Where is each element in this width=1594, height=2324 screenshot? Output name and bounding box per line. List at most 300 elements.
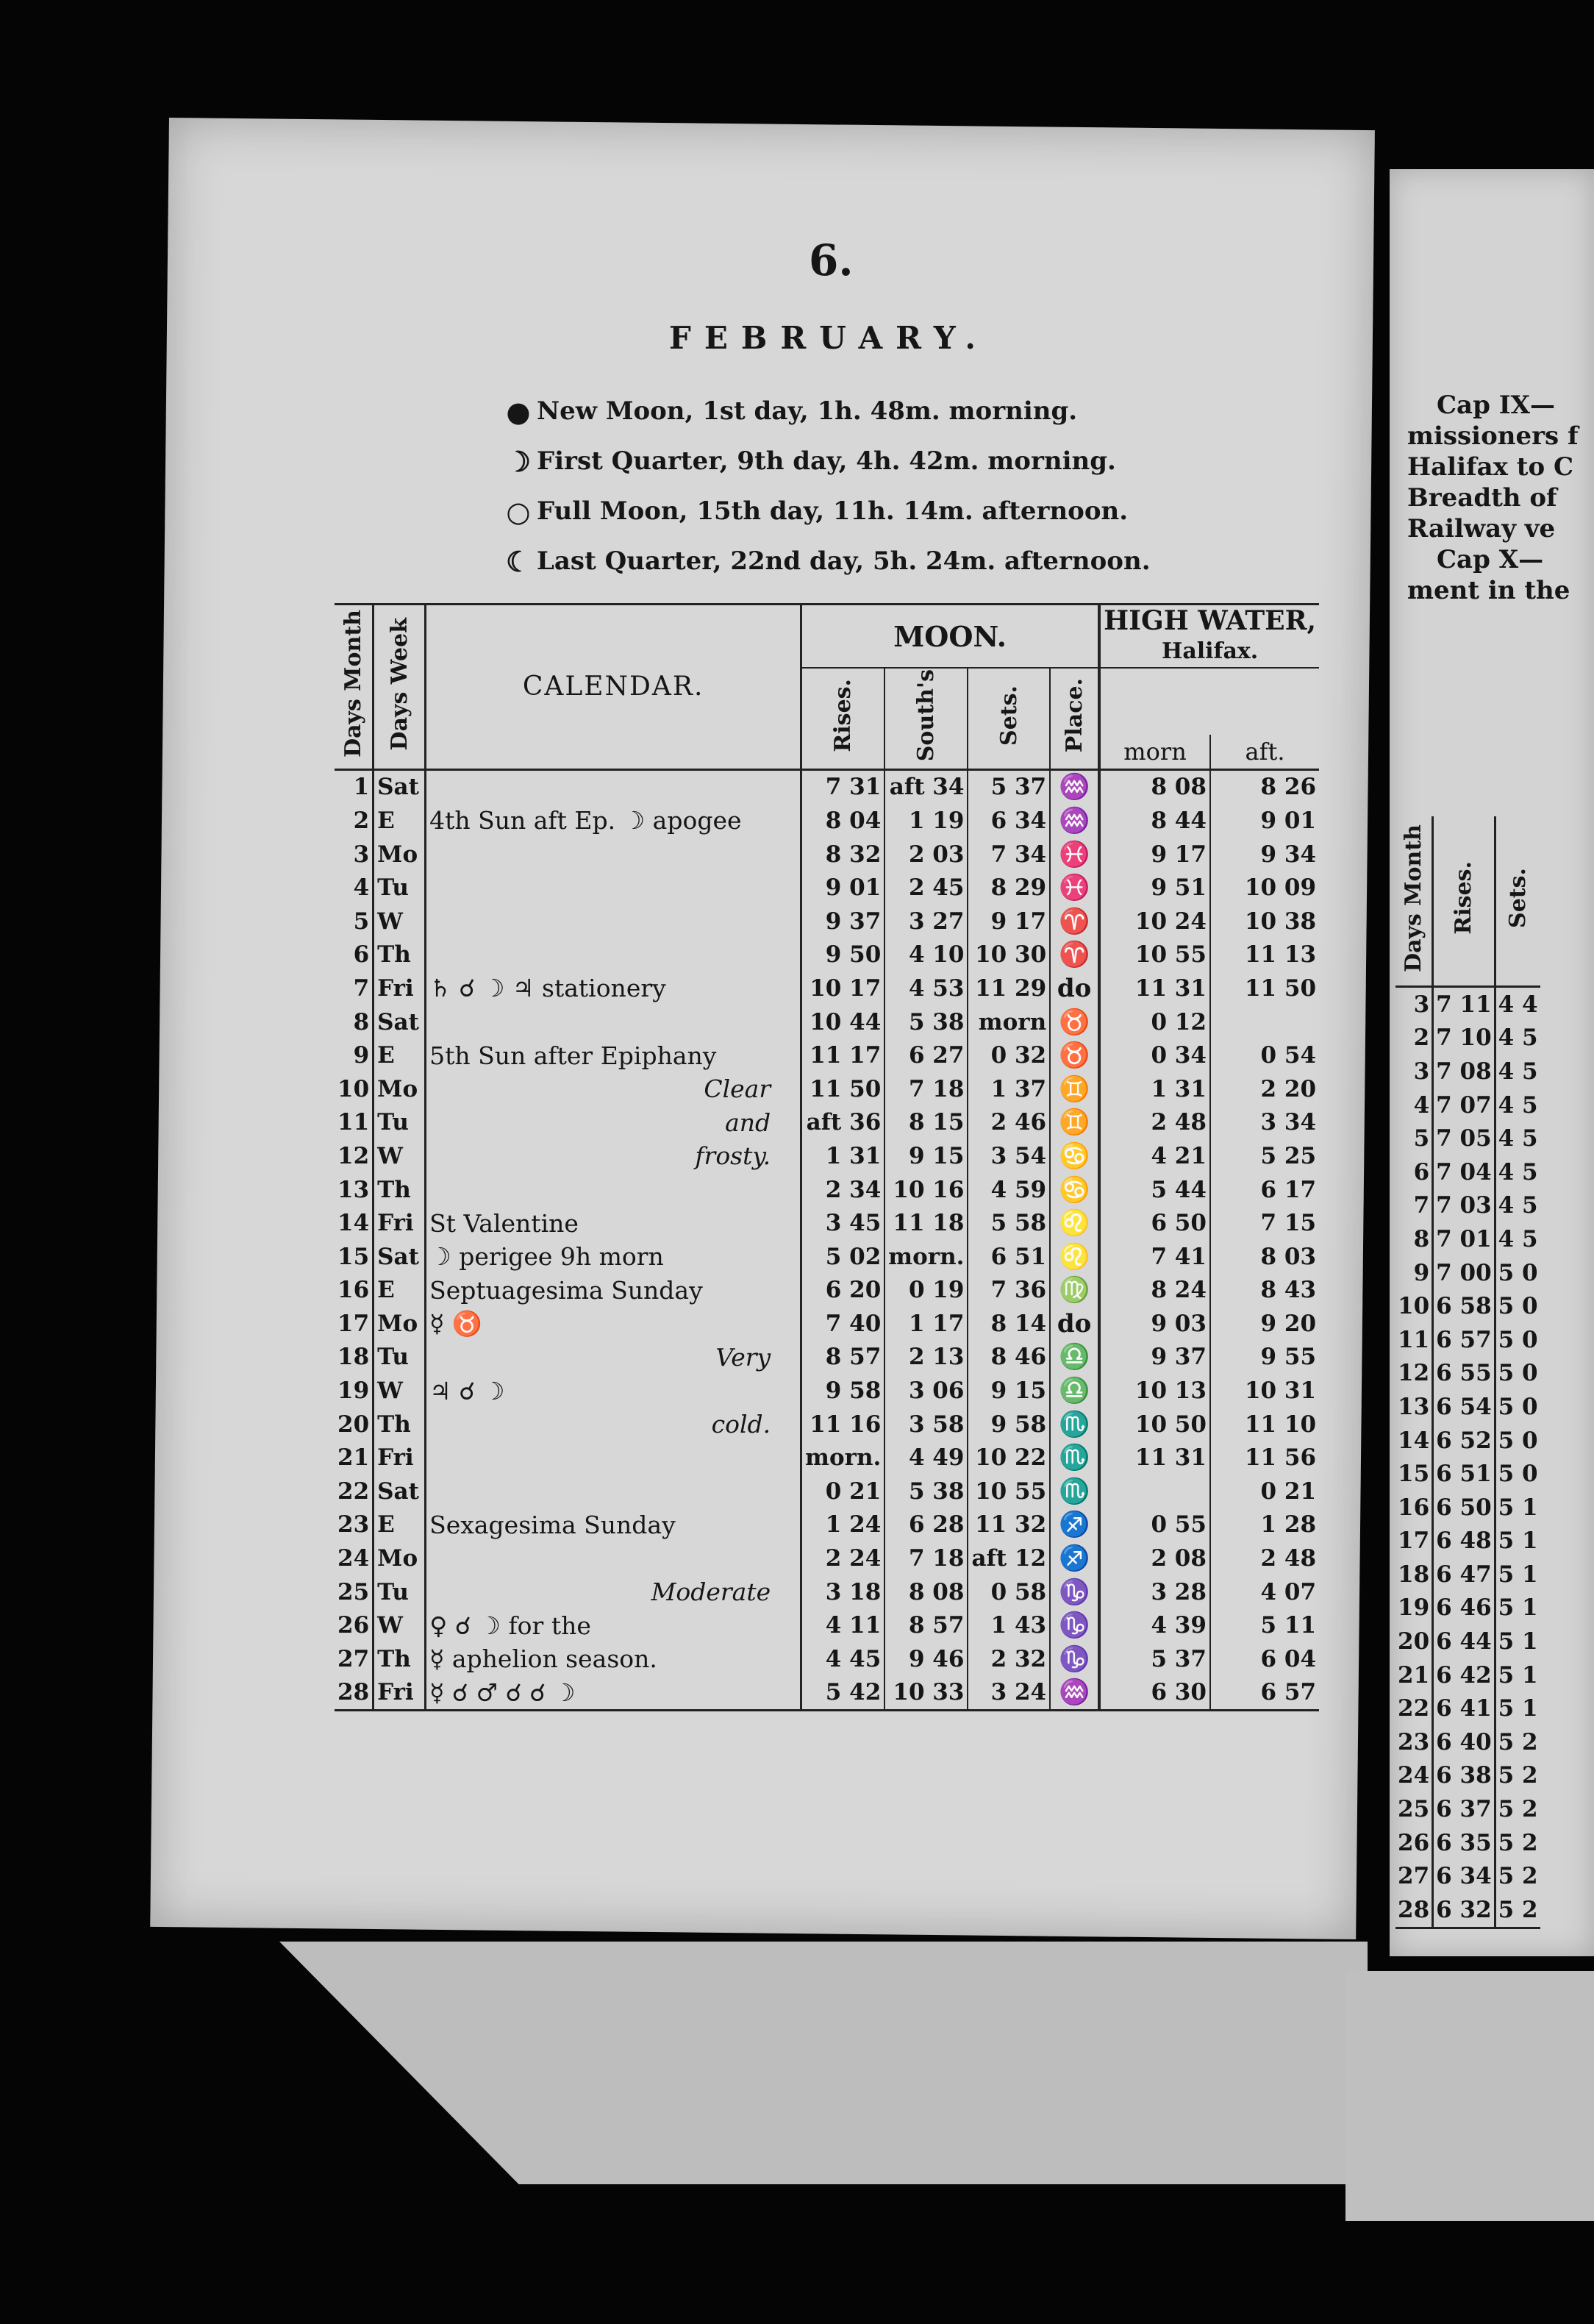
table-row: [1395, 1357, 1540, 1391]
table-row: [1395, 1088, 1540, 1122]
moon-place: ♍: [1050, 1274, 1099, 1308]
adjacent-cell: 5 1: [1498, 1661, 1538, 1689]
high-water-morn: 11 31: [1099, 1441, 1210, 1475]
moon-sets: 3 24: [968, 1676, 1050, 1711]
table-row: [1395, 1692, 1540, 1725]
calendar-note: [426, 938, 801, 972]
calendar-note: [426, 838, 801, 872]
adjacent-cell: 6 57: [1433, 1323, 1495, 1357]
high-water-aft: 3 34: [1260, 1109, 1317, 1136]
calendar-note: St Valentine: [426, 1206, 801, 1240]
day-of-month: 23: [337, 1511, 370, 1539]
calendar-note: [426, 1541, 801, 1575]
adjacent-cell: 5 2: [1495, 1893, 1540, 1928]
moon-place: ♌: [1050, 1206, 1099, 1240]
day-of-week: Th: [374, 1173, 426, 1207]
high-water-aft: 6 17: [1260, 1176, 1317, 1203]
adjacent-cell: 4 5: [1498, 1058, 1538, 1085]
adjacent-cell: 6 37: [1433, 1792, 1495, 1826]
adjacent-cell: 5 2: [1498, 1796, 1538, 1823]
moon-sets: 11 32: [968, 1508, 1050, 1542]
day-of-month: 14: [337, 1210, 370, 1237]
moon-souths: 11 18: [884, 1206, 968, 1240]
moon-souths: 8 15: [884, 1106, 968, 1140]
adjacent-cell: 6 40: [1433, 1725, 1495, 1759]
moon-souths: 6 28: [884, 1508, 968, 1542]
high-water-morn: 10 24: [1099, 905, 1210, 938]
day-of-week: Fri: [374, 972, 426, 1005]
moon-souths: 6 27: [884, 1038, 968, 1072]
day-of-month: 7: [353, 974, 370, 1002]
high-water-morn: 5 37: [1099, 1642, 1210, 1676]
high-water-morn: 9 03: [1099, 1307, 1210, 1341]
high-water-aft: 11 13: [1244, 941, 1317, 969]
calendar-note: [426, 1441, 801, 1475]
adjacent-cell: 10: [1395, 1289, 1433, 1323]
high-water-morn: 9 51: [1099, 871, 1210, 905]
adjacent-cell: 7 07: [1433, 1088, 1495, 1122]
calendar-note: ☽ perigee 9h morn: [426, 1240, 801, 1274]
adjacent-cell: 5 0: [1498, 1427, 1538, 1454]
high-water-morn: 9 37: [1099, 1341, 1210, 1375]
adjacent-page-text: [1407, 390, 1579, 606]
high-water-morn: 10 50: [1099, 1408, 1210, 1441]
moon-rises: 4 45: [801, 1642, 885, 1676]
moon-souths: 8 57: [884, 1608, 968, 1642]
table-row: [335, 1341, 1319, 1375]
adjacent-cell: 4 5: [1498, 1091, 1538, 1119]
adjacent-cell: 4 5: [1498, 1225, 1538, 1252]
table-row: [335, 1608, 1319, 1642]
moon-sets: 4 59: [968, 1173, 1050, 1207]
moon-souths: 3 58: [884, 1408, 968, 1441]
adjacent-cell: 23: [1395, 1725, 1433, 1759]
day-of-month: 3: [353, 841, 370, 868]
adjacent-cell: 6 44: [1433, 1625, 1495, 1658]
adjacent-cell: 7 03: [1433, 1189, 1495, 1223]
table-row: [335, 1274, 1319, 1308]
moon-rises: 10 44: [801, 1005, 885, 1039]
moon-souths: 3 27: [884, 905, 968, 938]
table-row: [1395, 1289, 1540, 1323]
moon-rises: 8 57: [801, 1341, 885, 1375]
moon-souths: 1 17: [884, 1307, 968, 1341]
calendar-note: Very: [426, 1341, 801, 1375]
adjacent-cell: 6 50: [1433, 1491, 1495, 1525]
moon-place: ♐: [1050, 1541, 1099, 1575]
high-water-morn: 9 17: [1099, 838, 1210, 872]
moon-place: ♓: [1050, 871, 1099, 905]
high-water-morn: 0 12: [1099, 1005, 1210, 1039]
high-water-aft: 11 50: [1244, 974, 1317, 1002]
moon-phase-text: New Moon, 1st day, 1h. 48m. morning.: [537, 396, 1078, 426]
moon-rises: 5 42: [801, 1676, 885, 1711]
moon-souths: 8 08: [884, 1575, 968, 1609]
adjacent-cell: 6 48: [1433, 1525, 1495, 1558]
table-row: [335, 1005, 1319, 1039]
table-row: [1395, 987, 1540, 1022]
adjacent-cell: 8: [1395, 1222, 1433, 1256]
high-water-aft: 6 57: [1210, 1676, 1319, 1711]
moon-place: ♈: [1050, 905, 1099, 938]
high-water-morn: 10 55: [1099, 938, 1210, 972]
day-of-month: 12: [337, 1142, 370, 1169]
adjacent-cell: 27: [1395, 1859, 1433, 1893]
high-water-morn: 8 24: [1099, 1274, 1210, 1308]
table-row: [1395, 1725, 1540, 1759]
moon-phase: [500, 386, 1151, 436]
page-number: 6.: [809, 235, 854, 285]
adjacent-cell: 5 1: [1498, 1561, 1538, 1588]
moon-rises: 7 31: [801, 769, 885, 804]
calendar-note: [426, 1005, 801, 1039]
day-of-week: Sat: [374, 1475, 426, 1508]
moon-rises: 8 32: [801, 838, 885, 872]
moon-place: ♒: [1050, 1676, 1099, 1711]
day-of-week: Mo: [374, 1541, 426, 1575]
moon-place: ♉: [1050, 1005, 1099, 1039]
high-water-morn: 3 28: [1099, 1575, 1210, 1609]
moon-rises: morn.: [801, 1441, 885, 1475]
table-row: [1395, 1189, 1540, 1223]
adjacent-cell: 26: [1395, 1826, 1433, 1860]
adjacent-cell: 18: [1395, 1558, 1433, 1591]
days-week-header: Days Week: [374, 605, 426, 770]
moon-sets: 9 58: [968, 1408, 1050, 1441]
adjacent-cell: 5 2: [1498, 1863, 1538, 1890]
high-water-aft: 8 26: [1210, 769, 1319, 804]
day-of-month: 27: [337, 1645, 370, 1672]
table-row: [335, 1475, 1319, 1508]
moon-sets: 1 37: [968, 1072, 1050, 1106]
adjacent-cell: 7 00: [1433, 1256, 1495, 1290]
day-of-week: Sat: [374, 1005, 426, 1039]
moon-place: ♑: [1050, 1642, 1099, 1676]
day-of-week: W: [374, 1374, 426, 1408]
day-of-week: Mo: [374, 838, 426, 872]
moon-souths: 2 45: [884, 871, 968, 905]
moon-place: ♑: [1050, 1575, 1099, 1609]
calendar-note: ♀ ☌ ☽ for the: [426, 1608, 801, 1642]
moon-sets: 9 17: [968, 905, 1050, 938]
day-of-week: Th: [374, 938, 426, 972]
moon-place: ♏: [1050, 1475, 1099, 1508]
moon-place: ♊: [1050, 1106, 1099, 1140]
day-of-week: E: [374, 1274, 426, 1308]
moon-rises: 4 11: [801, 1608, 885, 1642]
moon-sets: 7 36: [968, 1274, 1050, 1308]
moon-rises: 8 04: [801, 804, 885, 838]
table-row: [1395, 1525, 1540, 1558]
adjacent-cell: 5 2: [1498, 1728, 1538, 1756]
adjacent-cell: 7 04: [1433, 1155, 1495, 1189]
moon-rises: 10 17: [801, 972, 885, 1005]
moon-rises: 3 18: [801, 1575, 885, 1609]
moon-sets: 6 34: [968, 804, 1050, 838]
moon-rises: 3 45: [801, 1206, 885, 1240]
moon-sets: 8 46: [968, 1341, 1050, 1375]
day-of-month: 13: [337, 1176, 370, 1203]
table-row: [1395, 1558, 1540, 1591]
calendar-header: CALENDAR.: [426, 605, 801, 770]
moon-place: do: [1050, 1307, 1099, 1341]
adjacent-cell: 4 5: [1498, 1125, 1538, 1152]
moon-place: ♎: [1050, 1341, 1099, 1375]
adjacent-cell: 5 1: [1498, 1628, 1538, 1655]
calendar-note: 5th Sun after Epiphany: [426, 1038, 801, 1072]
day-of-month: 19: [337, 1377, 370, 1405]
adjacent-cell: 5 1: [1498, 1528, 1538, 1555]
adjacent-cell: 7 11: [1433, 987, 1495, 1022]
text-line: Cap X—: [1437, 545, 1544, 574]
day-of-month: 11: [337, 1109, 370, 1136]
moon-place: ♊: [1050, 1072, 1099, 1106]
adjacent-cell: 15: [1395, 1457, 1433, 1491]
calendar-note: and: [426, 1106, 801, 1140]
high-water-morn: 0 34: [1099, 1038, 1210, 1072]
high-water-morn: 2 48: [1099, 1106, 1210, 1140]
day-of-week: Tu: [374, 1341, 426, 1375]
adjacent-cell: 5 0: [1498, 1259, 1538, 1286]
last-quarter-icon: ☾: [505, 544, 532, 578]
aft-header: aft.: [1245, 737, 1285, 766]
adjacent-cell: 5 0: [1498, 1293, 1538, 1320]
day-of-week: Mo: [374, 1307, 426, 1341]
moon-souths: morn.: [884, 1240, 968, 1274]
moon-rises: 11 16: [801, 1408, 885, 1441]
calendar-note: [426, 871, 801, 905]
adjacent-cell: 6 55: [1433, 1357, 1495, 1391]
sets-header: Sets.: [968, 668, 1050, 769]
adjacent-cell: 5 0: [1498, 1393, 1538, 1420]
high-water-morn: 0 55: [1099, 1508, 1210, 1542]
full-moon-icon: ○: [506, 494, 531, 528]
table-row: [1395, 1491, 1540, 1525]
right-page-bottom-flap: [1345, 1971, 1594, 2221]
day-of-month: 21: [337, 1444, 370, 1472]
adjacent-cell: 7 08: [1433, 1055, 1495, 1088]
table-row: [335, 1072, 1319, 1106]
first-quarter-icon: ☽: [505, 444, 532, 478]
table-row: [1395, 1155, 1540, 1189]
adjacent-cell: 3: [1395, 987, 1433, 1022]
high-water-aft: 7 15: [1260, 1210, 1317, 1237]
adjacent-table: [1395, 816, 1540, 1929]
moon-souths: 4 10: [884, 938, 968, 972]
calendar-note: 4th Sun aft Ep. ☽ apogee: [426, 804, 801, 838]
moon-rises: 9 01: [801, 871, 885, 905]
table-row: [1395, 1457, 1540, 1491]
day-of-month: 10: [337, 1075, 370, 1102]
day-of-week: E: [374, 1038, 426, 1072]
text-line: Railway ve: [1407, 514, 1556, 543]
moon-place: ♒: [1050, 769, 1099, 804]
table-row: [1395, 1256, 1540, 1290]
moon-souths: 9 15: [884, 1139, 968, 1173]
high-water-morn: 7 41: [1099, 1240, 1210, 1274]
month-title: FEBRUARY.: [669, 320, 989, 356]
high-water-morn: 4 21: [1099, 1139, 1210, 1173]
high-water-aft: 11 56: [1244, 1444, 1317, 1472]
moon-souths: 2 03: [884, 838, 968, 872]
moon-place: ♉: [1050, 1038, 1099, 1072]
adjacent-cell: 21: [1395, 1658, 1433, 1692]
table-row: [1395, 1759, 1540, 1793]
adjacent-cell: 3: [1395, 1055, 1433, 1088]
table-row: [1395, 1122, 1540, 1155]
adjacent-cell: 17: [1395, 1525, 1433, 1558]
day-of-month: 25: [337, 1578, 370, 1605]
moon-sets: 1 43: [968, 1608, 1050, 1642]
text-line: Halifax to C: [1407, 452, 1574, 482]
adjacent-cell: 5 1: [1498, 1695, 1538, 1722]
souths-header: South's: [884, 668, 968, 769]
high-water-header: [1099, 605, 1319, 669]
adjacent-cell: 5 2: [1498, 1829, 1538, 1856]
moon-rises: 1 31: [801, 1139, 885, 1173]
table-row: [1395, 1859, 1540, 1893]
moon-sets: 0 32: [968, 1038, 1050, 1072]
high-water-aft: [1210, 1005, 1319, 1039]
moon-sets: 10 55: [968, 1475, 1050, 1508]
days-month-header: Days Month: [335, 605, 374, 770]
text-line: Cap IX—: [1437, 391, 1555, 420]
moon-sets: 10 22: [968, 1441, 1050, 1475]
adjacent-cell: 20: [1395, 1625, 1433, 1658]
day-of-month: 17: [337, 1310, 370, 1337]
high-water-aft: 2 20: [1260, 1075, 1317, 1102]
adjacent-cell: 7 05: [1433, 1122, 1495, 1155]
text-line: Breadth of: [1407, 483, 1557, 513]
adjacent-cell: 12: [1395, 1357, 1433, 1391]
calendar-note: Clear: [426, 1072, 801, 1106]
text-line: ment in the: [1407, 576, 1570, 605]
moon-rises: 11 17: [801, 1038, 885, 1072]
page-bottom-flap: [279, 1942, 1368, 2184]
high-water-morn: 6 30: [1099, 1676, 1210, 1711]
moon-sets: 11 29: [968, 972, 1050, 1005]
moon-place: do: [1050, 972, 1099, 1005]
high-water-morn: [1099, 1475, 1210, 1508]
moon-place: ♏: [1050, 1408, 1099, 1441]
high-water-morn: 1 31: [1099, 1072, 1210, 1106]
day-of-month: 2: [353, 807, 370, 834]
adjacent-cell: 7: [1395, 1189, 1433, 1223]
adjacent-cell: 6 32: [1433, 1893, 1495, 1928]
table-row: [335, 1240, 1319, 1274]
place-header: Place.: [1050, 668, 1099, 769]
adjacent-cell: 5 0: [1498, 1360, 1538, 1387]
moon-sets: 8 29: [968, 871, 1050, 905]
day-of-week: Th: [374, 1642, 426, 1676]
moon-souths: 4 53: [884, 972, 968, 1005]
day-of-month: 28: [335, 1676, 374, 1711]
calendar-note: Septuagesima Sunday: [426, 1274, 801, 1308]
high-water-title: HIGH WATER,: [1104, 605, 1317, 636]
day-of-month: 16: [337, 1277, 370, 1304]
moon-rises: 2 24: [801, 1541, 885, 1575]
table-row: [1395, 1222, 1540, 1256]
moon-rises: 1 24: [801, 1508, 885, 1542]
day-of-month: 22: [337, 1478, 370, 1505]
morn-header: morn: [1099, 735, 1210, 769]
high-water-aft: 5 11: [1260, 1612, 1317, 1639]
adjacent-cell: 7 01: [1433, 1222, 1495, 1256]
adjacent-cell: 5 0: [1498, 1326, 1538, 1353]
calendar-note: [426, 905, 801, 938]
high-water-aft: 6 04: [1260, 1645, 1317, 1672]
calendar-note: [426, 769, 801, 804]
adjacent-cell: 24: [1395, 1759, 1433, 1793]
moon-souths: 1 19: [884, 804, 968, 838]
calendar-note: frosty.: [426, 1139, 801, 1173]
high-water-aft: 10 38: [1244, 908, 1317, 935]
calendar-note: ☿ aphelion season.: [426, 1642, 801, 1676]
high-water-morn: 8 44: [1099, 804, 1210, 838]
high-water-spacer: [1099, 668, 1319, 735]
moon-sets: 5 58: [968, 1206, 1050, 1240]
moon-place: ♒: [1050, 804, 1099, 838]
moon-sets: 2 46: [968, 1106, 1050, 1140]
high-water-morn: 2 08: [1099, 1541, 1210, 1575]
adjacent-cell: 4 5: [1498, 1024, 1538, 1052]
day-of-week: E: [374, 1508, 426, 1542]
adjacent-cell: 4 4: [1495, 987, 1540, 1022]
adjacent-cell: 16: [1395, 1491, 1433, 1525]
day-of-week: Mo: [374, 1072, 426, 1106]
adjacent-cell: 13: [1395, 1390, 1433, 1424]
adjacent-table-body: [1395, 987, 1540, 1928]
moon-souths: 10 33: [884, 1676, 968, 1711]
adj-days-month-header: Days Month: [1395, 816, 1433, 987]
high-water-aft: 9 20: [1260, 1310, 1317, 1337]
adjacent-cell: 28: [1395, 1893, 1433, 1928]
day-of-week: E: [374, 804, 426, 838]
table-row: [1395, 1658, 1540, 1692]
day-of-week: W: [374, 1608, 426, 1642]
moon-sets: 8 14: [968, 1307, 1050, 1341]
high-water-aft: 0 54: [1260, 1042, 1317, 1069]
high-water-aft: 9 55: [1260, 1344, 1317, 1371]
new-moon-icon: ●: [506, 394, 531, 428]
table-row: [1395, 1792, 1540, 1826]
table-row: [335, 1374, 1319, 1408]
adjacent-cell: 2: [1395, 1022, 1433, 1055]
high-water-aft: 0 21: [1260, 1478, 1317, 1505]
high-water-morn: 8 08: [1099, 769, 1210, 804]
calendar-note: [426, 1475, 801, 1508]
table-row: [335, 1408, 1319, 1441]
table-row: [335, 769, 1319, 804]
table-row: [335, 1206, 1319, 1240]
moon-sets: morn: [968, 1005, 1050, 1039]
day-of-month: 20: [337, 1411, 370, 1438]
moon-sets: aft 12: [968, 1541, 1050, 1575]
table-row: [1395, 1390, 1540, 1424]
moon-place: ♈: [1050, 938, 1099, 972]
table-row: [1395, 1055, 1540, 1088]
moon-rises: 9 37: [801, 905, 885, 938]
day-of-month: 26: [337, 1612, 370, 1639]
moon-sets: 6 51: [968, 1240, 1050, 1274]
moon-souths: 5 38: [884, 1475, 968, 1508]
day-of-week: Th: [374, 1408, 426, 1441]
table-row: [335, 938, 1319, 972]
adjacent-cell: 6 42: [1433, 1658, 1495, 1692]
moon-sets: 2 32: [968, 1642, 1050, 1676]
table-row: [335, 1676, 1319, 1711]
moon-place: ♋: [1050, 1139, 1099, 1173]
